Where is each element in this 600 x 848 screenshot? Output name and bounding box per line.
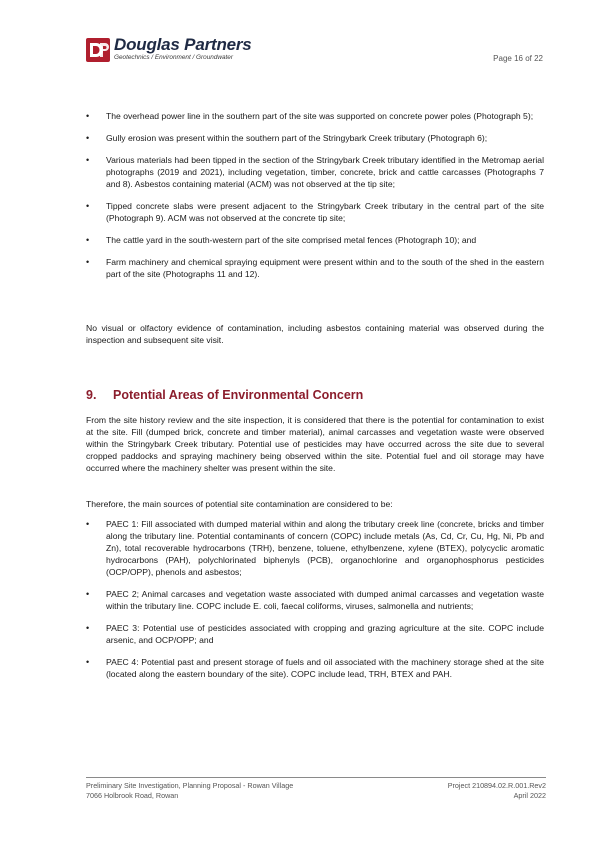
list-item: • The overhead power line in the southern part of the site was supported on concrete power poles (Photograph 5); <box>86 110 544 122</box>
list-item: • PAEC 1: Fill associated with dumped material within and along the tributary creek line (concrete, bricks and timber along the tributary line. Potential contaminants of concern (COPC) include metals (As, Cd, Cr, Cu, Hg, Ni, Pb and Zn), total recoverable hydrocarbons (TRH), benzene, toluene, ethylbenzene, xylene (BTEX), polycyclic aromatic hydrocarbons (PAH), polychlorinated biphenyls (PCB), organochlorine and organophosphorus pesticides (OCP/OPP), phenols and asbestos; <box>86 518 544 578</box>
footer-report-title: Preliminary Site Investigation, Planning Proposal - Rowan Village <box>86 781 294 790</box>
list-item: • Farm machinery and chemical spraying equipment were present within and to the south of the shed in the eastern part of the site (Photographs 11 and 12). <box>86 256 544 280</box>
list-item: • Gully erosion was present within the southern part of the Stringybark Creek tributary (Photograph 6); <box>86 132 544 144</box>
footer-date: April 2022 <box>513 791 546 800</box>
footer-address: 7066 Holbrook Road, Rowan <box>86 791 179 800</box>
company-name: Douglas Partners <box>114 35 252 54</box>
paec-list <box>86 518 544 690</box>
company-logo <box>86 35 276 66</box>
section-title: Potential Areas of Environmental Concern <box>113 388 364 402</box>
page-number: Page 16 of 22 <box>493 54 543 63</box>
observations-list <box>86 110 544 290</box>
list-item: • PAEC 2; Animal carcases and vegetation waste associated with dumped animal carcasses and vegetation waste within the tributary line. COPC include E. coli, faecal coliforms, viruses, salmonella and nutrients; <box>86 588 544 612</box>
list-item: • The cattle yard in the south-western part of the site comprised metal fences (Photograph 10); and <box>86 234 544 246</box>
section-number: 9. <box>86 388 97 402</box>
list-item: • Tipped concrete slabs were present adjacent to the Stringybark Creek tributary in the central part of the site (Photograph 9). ACM was not observed at the concrete tip site; <box>86 200 544 224</box>
section-heading <box>86 388 363 402</box>
list-item: • Various materials had been tipped in the section of the Stringybark Creek tributary identified in the Metromap aerial photographs (2019 and 2021), including vegetation, timber, concrete, brick and cattle carcasses (Photographs 7 and 8). Asbestos containing material (ACM) was not observed at the tip site; <box>86 154 544 190</box>
sources-intro-paragraph: Therefore, the main sources of potential site contamination are considered to be: <box>86 499 393 509</box>
no-evidence-paragraph: No visual or olfactory evidence of contamination, including asbestos containing material was observed during the inspection and subsequent site visit. <box>86 323 544 345</box>
douglas-partners-logo-icon <box>86 38 110 62</box>
list-item: • PAEC 4: Potential past and present storage of fuels and oil associated with the machinery storage shed at the site (located along the eastern boundary of the site). COPC include lead, TRH, BTEX and PAH. <box>86 656 544 680</box>
list-item: • PAEC 3: Potential use of pesticides associated with cropping and grazing agriculture at the site. COPC include arsenic, and OCP/OPP; and <box>86 622 544 646</box>
footer-project-number: Project 210894.02.R.001.Rev2 <box>447 781 546 790</box>
footer-project-info <box>448 781 546 801</box>
footer-document-info <box>86 781 293 801</box>
site-history-paragraph: From the site history review and the site inspection, it is considered that there is the potential for contamination to exist at the site. Fill (dumped brick, concrete and timber material), animal carcasses and vegetation waste were observed within the Stringybark Creek tributary. Potential use of pesticides may have occurred across the site due to several cropped paddocks and spraying machinery being observed within the site. Potential fuel and oil storage may have occurred where the machinery shelter was present within the site. <box>86 415 544 473</box>
company-tagline: Geotechnics / Environment / Groundwater <box>114 54 233 61</box>
footer-divider <box>86 777 546 778</box>
